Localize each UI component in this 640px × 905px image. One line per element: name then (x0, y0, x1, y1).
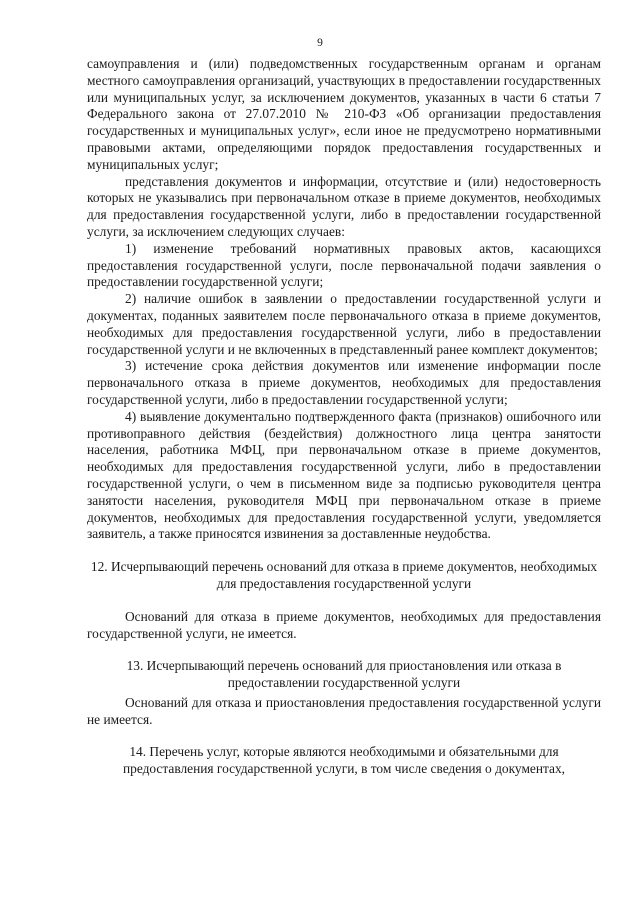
list-item-2: 2) наличие ошибок в заявлении о предоставлении государственной услуги и документах, поданных заявителем после первоначального отказа в приеме документов, необходимых для предоставления государственной услуги, либо в предоставлении государственной услуги и не включенных в представленный ранее комплект документов; (87, 291, 601, 357)
paragraph-exception-intro: представления документов и информации, отсутствие и (или) недостоверность которых не указывались при первоначальном отказе в приеме документов, необходимых для предоставления государственной услуги, либо в предоставлении государственной услуги, за исключением следующих случаев: (87, 173, 601, 239)
list-item-1: 1) изменение требований нормативных правовых актов, касающихся предоставления государственной услуги, после первоначальной подачи заявления о предоставлении государственной услуги; (87, 240, 601, 290)
section-12-text: Оснований для отказа в приеме документов, необходимых для предоставления государственной услуги, не имеется. (87, 608, 601, 641)
section-14-heading: 14. Перечень услуг, которые являются необходимыми и обязательными для предоставления государственной услуги, в том числе сведения о документах, (122, 744, 566, 777)
section-12-heading: 12. Исчерпывающий перечень оснований для отказа в приеме документов, необходимых для предоставления государственной услуги (90, 559, 598, 591)
spacer (87, 642, 601, 658)
section-13-heading: 13. Исчерпывающий перечень оснований для приостановления или отказа в предоставлении государственной услуги (126, 658, 562, 691)
document-body (87, 56, 601, 778)
spacer (87, 593, 601, 609)
spacer (87, 543, 601, 559)
paragraph-continuation: самоуправления и (или) подведомственных государственным органам и органам местного самоуправления организаций, участвующих в предоставлении государственных или муниципальных услуг, за исключением документов, указанных в части 6 статьи 7 Федерального закона от 27.07.2010 № 210-ФЗ «Об организации предоставления государственных и муниципальных услуг», если иное не предусмотрено нормативными правовыми актами, определяющими порядок предоставления государственных и муниципальных услуг; (87, 56, 601, 172)
spacer (87, 728, 601, 744)
section-13-text: Оснований для отказа и приостановления предоставления государственной услуги не имеется. (87, 694, 601, 727)
page-number: 9 (317, 37, 323, 49)
list-item-3: 3) истечение срока действия документов или изменение информации после первоначального отказа в приеме документов, необходимых для предоставления государственной услуги, либо в предоставлении государственной услуги; (87, 358, 601, 407)
list-item-4: 4) выявление документально подтвержденного факта (признаков) ошибочного или противоправного действия (бездействия) должностного лица центра занятости населения, работника МФЦ, при первоначальном отказе в приеме документов, необходимых для предоставления государственной услуги, либо в предоставлении государственной услуги, о чем в письменном виде за подписью руководителя центра занятости населения, руководителя МФЦ при первоначальном отказе в приеме документов, необходимых для предоставления государственной услуги, уведомляется заявитель, а также приносятся извинения за доставленные неудобства. (87, 408, 601, 542)
